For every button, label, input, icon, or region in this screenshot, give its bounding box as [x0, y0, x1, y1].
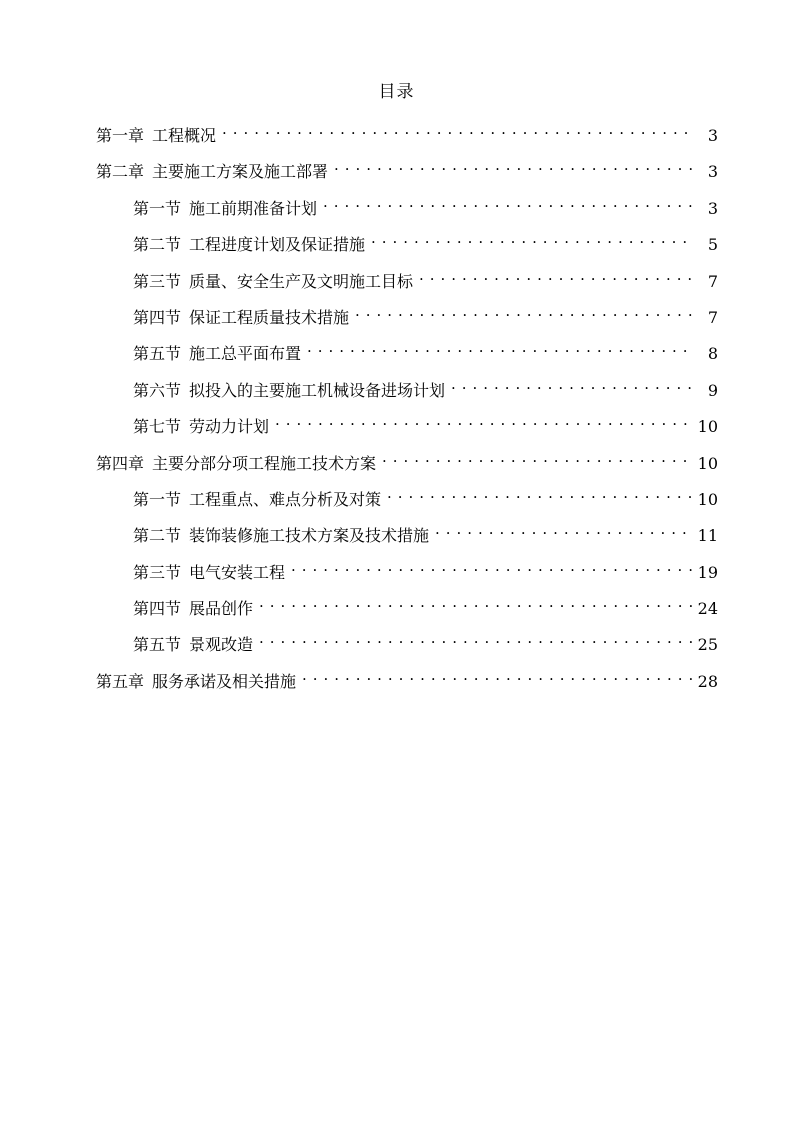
toc-entry-text: 服务承诺及相关措施	[152, 671, 297, 691]
toc-entry-page-number: 25	[697, 635, 718, 655]
toc-dot-leader	[307, 335, 694, 359]
toc-entry-label	[133, 233, 365, 257]
toc-entry-number: 第二章	[96, 162, 145, 182]
toc-entry-number: 第四章	[96, 453, 145, 473]
toc-entry-number: 第四节	[133, 307, 182, 327]
toc-title: 目录	[378, 82, 415, 102]
toc-dot-leader	[355, 299, 694, 323]
toc-entry-label	[133, 342, 301, 366]
toc-entry-text: 工程概况	[152, 126, 217, 145]
toc-entry-number: 第七节	[133, 417, 182, 437]
toc-entry-section[interactable]	[96, 554, 718, 590]
toc-entry-page-number: 9	[707, 380, 718, 400]
toc-entry-number: 第一节	[133, 198, 182, 218]
toc-entry-label	[96, 452, 376, 476]
toc-entry-chapter[interactable]	[96, 445, 718, 481]
toc-entry-page-number: 24	[697, 599, 718, 619]
toc-entry-number: 第三节	[133, 271, 182, 291]
toc-entry-label	[133, 270, 413, 294]
toc-entry-label	[133, 415, 269, 439]
toc-entry-page-number: 8	[707, 344, 718, 364]
toc-entry-label	[133, 597, 253, 621]
toc-entry-section[interactable]	[96, 190, 718, 226]
toc-entry-label	[133, 306, 349, 330]
toc-entry-page-number: 28	[697, 671, 718, 691]
toc-entry-section[interactable]	[96, 335, 718, 371]
toc-entry-page-number: 10	[697, 489, 718, 509]
toc-entry-text: 主要分部分项工程施工技术方案	[152, 453, 377, 473]
toc-entry-section[interactable]	[96, 263, 718, 299]
toc-dot-leader	[451, 372, 694, 396]
toc-entry-section[interactable]	[96, 517, 718, 553]
toc-entry-text: 电气安装工程	[189, 562, 286, 582]
toc-entry-page-number: 11	[697, 526, 718, 546]
toc-entry-label	[133, 633, 253, 657]
toc-dot-leader	[371, 226, 694, 250]
toc-entry-page-number: 7	[707, 307, 718, 327]
table-of-contents	[96, 117, 718, 699]
toc-entry-section[interactable]	[96, 590, 718, 626]
toc-entry-number: 第一节	[133, 489, 182, 509]
toc-entry-text: 施工总平面布置	[189, 344, 302, 364]
toc-entry-page-number: 10	[697, 453, 718, 473]
toc-entry-number: 第二节	[133, 235, 182, 255]
toc-entry-label	[96, 160, 328, 184]
toc-entry-number: 第五章	[96, 671, 145, 691]
toc-entry-label	[133, 524, 429, 548]
toc-entry-number: 第五节	[133, 344, 182, 364]
toc-entry-text: 保证工程质量技术措施	[189, 307, 350, 327]
toc-entry-text: 施工前期准备计划	[189, 198, 318, 218]
toc-entry-section[interactable]	[96, 408, 718, 444]
toc-entry-chapter[interactable]	[96, 153, 718, 189]
toc-dot-leader	[302, 663, 692, 687]
toc-entry-label	[96, 124, 216, 148]
toc-entry-text: 劳动力计划	[189, 417, 270, 437]
toc-entry-text: 质量、安全生产及文明施工目标	[189, 271, 414, 291]
toc-dot-leader	[275, 408, 692, 432]
toc-entry-text: 主要施工方案及施工部署	[152, 162, 329, 182]
toc-entry-text: 工程重点、难点分析及对策	[189, 489, 382, 509]
toc-entry-page-number: 19	[697, 562, 718, 582]
toc-entry-label	[133, 561, 285, 585]
toc-entry-text: 工程进度计划及保证措施	[189, 235, 366, 255]
toc-entry-number: 第一章	[96, 126, 145, 145]
toc-entry-page-number: 5	[707, 235, 718, 255]
toc-entry-page-number: 7	[707, 271, 718, 291]
toc-dot-leader	[387, 481, 692, 505]
toc-entry-section[interactable]	[96, 481, 718, 517]
toc-entry-number: 第五节	[133, 635, 182, 655]
toc-entry-page-number: 3	[707, 198, 718, 218]
toc-dot-leader	[323, 190, 694, 214]
toc-entry-label	[133, 379, 445, 403]
toc-entry-page-number: 3	[707, 162, 718, 182]
toc-entry-text: 展品创作	[189, 599, 254, 619]
toc-entry-label	[133, 197, 317, 221]
toc-entry-section[interactable]	[96, 299, 718, 335]
toc-entry-chapter[interactable]	[96, 663, 718, 699]
toc-entry-text: 拟投入的主要施工机械设备进场计划	[189, 380, 446, 400]
toc-entry-number: 第三节	[133, 562, 182, 582]
toc-entry-page-number: 3	[707, 126, 718, 145]
toc-dot-leader	[291, 554, 692, 578]
toc-dot-leader	[334, 153, 694, 177]
toc-dot-leader	[259, 626, 692, 650]
toc-entry-section[interactable]	[96, 626, 718, 662]
toc-entry-label	[133, 488, 381, 512]
toc-entry-text: 装饰装修施工技术方案及技术措施	[189, 526, 430, 546]
toc-dot-leader	[419, 263, 694, 287]
toc-entry-section[interactable]	[96, 372, 718, 408]
toc-dot-leader	[382, 445, 692, 469]
toc-entry-number: 第二节	[133, 526, 182, 546]
toc-entry-text: 景观改造	[189, 635, 254, 655]
toc-dot-leader	[259, 590, 692, 614]
toc-entry-number: 第四节	[133, 599, 182, 619]
toc-entry-number: 第六节	[133, 380, 182, 400]
toc-entry-chapter[interactable]	[96, 117, 718, 153]
toc-entry-label	[96, 670, 296, 694]
toc-entry-section[interactable]	[96, 226, 718, 262]
toc-dot-leader	[435, 517, 692, 541]
toc-dot-leader	[222, 117, 694, 141]
toc-entry-page-number: 10	[697, 417, 718, 437]
